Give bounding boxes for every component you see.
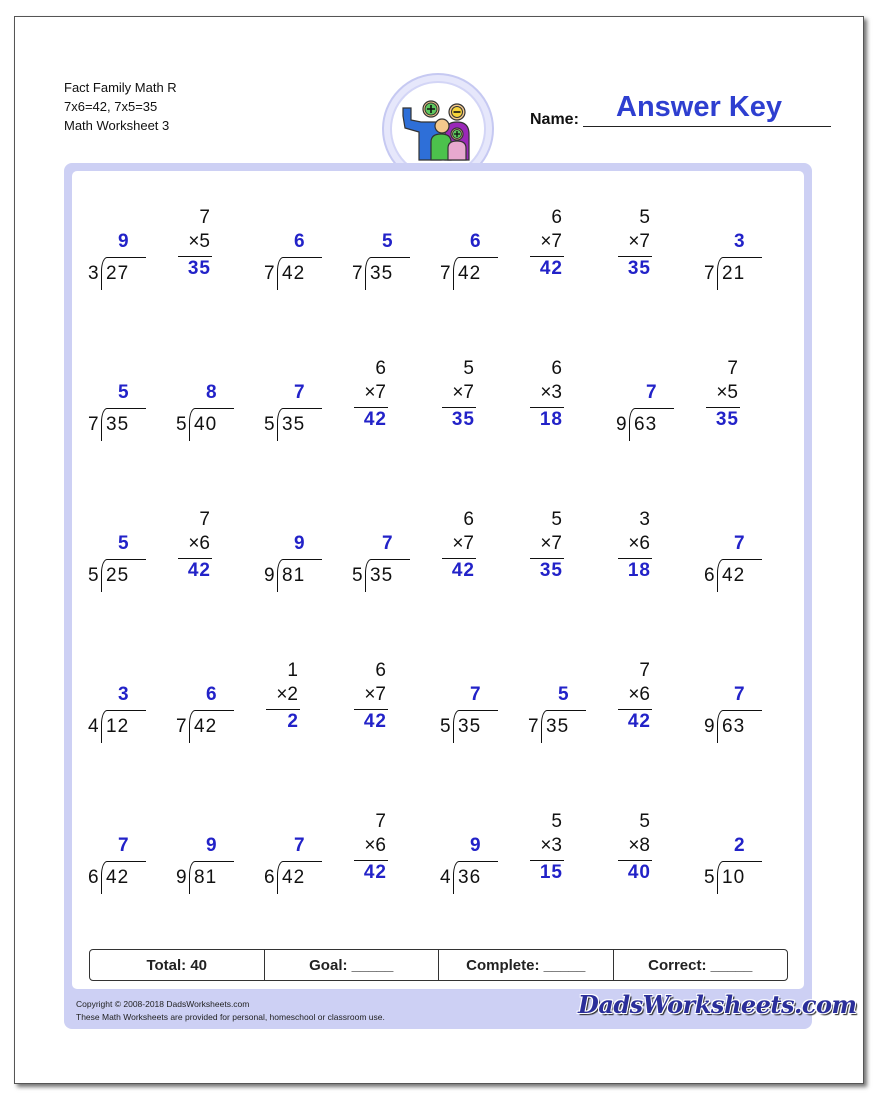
division-problem [440,672,510,744]
answer-line [618,558,652,559]
dividend: 81 [282,565,306,586]
dividend: 42 [722,565,746,586]
division-problem [176,370,246,442]
dividend: 35 [458,716,482,737]
multiplication-problem [616,509,686,593]
quotient-answer: 5 [118,533,130,554]
score-goal[interactable]: Goal: _____ [265,950,440,980]
answer-line [354,407,388,408]
multiplier: ×8 [628,835,650,856]
dividend: 21 [722,263,746,284]
divisor: 4 [440,867,451,888]
answer-line [354,860,388,861]
dividend: 42 [194,716,218,737]
dividend: 42 [282,263,306,284]
quotient-answer: 7 [734,684,746,705]
multiplier: ×5 [716,382,738,403]
multiplicand: 6 [551,207,562,228]
answer-line [530,558,564,559]
multiplication-problem [440,509,510,593]
score-total: Total: 40 [90,950,265,980]
copyright-notice [76,998,385,1024]
dividend: 35 [370,263,394,284]
division-problem [528,672,598,744]
divisor: 6 [264,867,275,888]
answer-line [178,256,212,257]
answer-line [706,407,740,408]
divisor: 7 [704,263,715,284]
dividend: 35 [106,414,130,435]
dividend: 81 [194,867,218,888]
multiplier: ×7 [540,231,562,252]
multiplication-problem [616,660,686,744]
quotient-answer: 9 [118,231,130,252]
division-problem [88,672,158,744]
multiplier: ×5 [188,231,210,252]
product-answer: 35 [539,560,563,581]
divisor: 7 [264,263,275,284]
quotient-answer: 5 [558,684,570,705]
divisor: 7 [440,263,451,284]
multiplication-problem [704,358,774,442]
multiplier: ×3 [540,835,562,856]
multiplicand: 5 [639,207,650,228]
product-answer: 35 [715,409,739,430]
product-answer: 42 [451,560,475,581]
multiplication-problem [440,358,510,442]
worksheet-title: Fact Family Math R [64,80,177,95]
product-answer: 18 [627,560,651,581]
product-answer: 42 [363,862,387,883]
division-problem [704,219,774,291]
divisor: 5 [704,867,715,888]
division-problem [88,823,158,895]
product-answer: 2 [287,711,299,732]
multiplier: ×7 [364,684,386,705]
division-problem [704,521,774,593]
quotient-answer: 7 [734,533,746,554]
product-answer: 42 [363,711,387,732]
answer-line [618,256,652,257]
divisor: 5 [88,565,99,586]
division-problem [88,521,158,593]
quotient-answer: 7 [294,835,306,856]
score-complete[interactable]: Complete: _____ [439,950,614,980]
multiplicand: 6 [551,358,562,379]
usage-line: These Math Worksheets are provided for personal, homeschool or classroom use. [76,1012,385,1022]
divisor: 7 [88,414,99,435]
problems-area [72,171,804,989]
divisor: 5 [440,716,451,737]
divisor: 7 [176,716,187,737]
divisor: 3 [88,263,99,284]
division-problem [88,219,158,291]
division-problem [352,521,422,593]
product-answer: 35 [451,409,475,430]
multiplier: ×3 [540,382,562,403]
answer-line [266,709,300,710]
score-bar [89,949,788,981]
divisor: 9 [704,716,715,737]
division-problem [264,219,334,291]
divisor: 6 [704,565,715,586]
quotient-answer: 9 [294,533,306,554]
quotient-answer: 9 [206,835,218,856]
score-correct[interactable]: Correct: _____ [648,956,753,974]
multiplicand: 7 [375,811,386,832]
worksheet-number: Math Worksheet 3 [64,118,170,133]
multiplier: ×7 [452,382,474,403]
dividend: 42 [458,263,482,284]
multiplier: ×6 [364,835,386,856]
quotient-answer: 7 [294,382,306,403]
answer-line [618,860,652,861]
multiplication-problem [528,509,598,593]
dividend: 12 [106,716,130,737]
quotient-answer: 6 [206,684,218,705]
brand-logo: DadsWorksheets.com [578,990,857,1019]
dividend: 27 [106,263,130,284]
dividend: 42 [106,867,130,888]
divisor: 9 [176,867,187,888]
division-problem [176,823,246,895]
dividend: 35 [282,414,306,435]
quotient-answer: 7 [118,835,130,856]
multiplier: ×7 [364,382,386,403]
multiplier: ×6 [188,533,210,554]
multiplicand: 7 [199,509,210,530]
product-answer: 40 [627,862,651,883]
divisor: 9 [264,565,275,586]
division-problem [264,823,334,895]
quotient-answer: 6 [470,231,482,252]
multiplication-problem [528,811,598,895]
quotient-answer: 3 [734,231,746,252]
division-problem [88,370,158,442]
multiplication-problem [352,811,422,895]
product-answer: 42 [187,560,211,581]
multiplication-problem [176,509,246,593]
multiplicand: 3 [639,509,650,530]
divisor: 6 [88,867,99,888]
dividend: 63 [634,414,658,435]
answer-line [530,860,564,861]
quotient-answer: 8 [206,382,218,403]
multiplier: ×7 [452,533,474,554]
division-problem [704,672,774,744]
divisor: 9 [616,414,627,435]
multiplication-problem [352,358,422,442]
worksheet-facts: 7x6=42, 7x5=35 [64,99,158,114]
dividend: 10 [722,867,746,888]
worksheet-header [64,78,177,135]
division-problem [440,219,510,291]
answer-line [442,407,476,408]
multiplicand: 7 [639,660,650,681]
multiplier: ×7 [628,231,650,252]
division-problem [440,823,510,895]
multiplication-problem [176,207,246,291]
multiplication-problem [616,811,686,895]
division-problem [616,370,686,442]
multiplier: ×2 [276,684,298,705]
multiplication-problem [528,358,598,442]
multiplicand: 5 [551,509,562,530]
product-answer: 42 [363,409,387,430]
name-label: Name: [530,111,579,128]
product-answer: 35 [187,258,211,279]
multiplier: ×7 [540,533,562,554]
multiplication-problem [528,207,598,291]
divisor: 7 [352,263,363,284]
multiplier: ×6 [628,533,650,554]
product-answer: 15 [539,862,563,883]
multiplicand: 6 [463,509,474,530]
multiplicand: 1 [287,660,298,681]
answer-line [530,407,564,408]
multiplicand: 5 [639,811,650,832]
multiplicand: 7 [727,358,738,379]
product-answer: 18 [539,409,563,430]
answer-line [530,256,564,257]
quotient-answer: 5 [118,382,130,403]
divisor: 4 [88,716,99,737]
answer-line [442,558,476,559]
product-answer: 42 [539,258,563,279]
division-problem [704,823,774,895]
quotient-answer: 6 [294,231,306,252]
answer-line [178,558,212,559]
divisor: 5 [264,414,275,435]
quotient-answer: 7 [470,684,482,705]
dividend: 36 [458,867,482,888]
dividend: 42 [282,867,306,888]
multiplicand: 6 [375,660,386,681]
product-answer: 42 [627,711,651,732]
multiplicand: 5 [463,358,474,379]
quotient-answer: 3 [118,684,130,705]
division-problem [264,521,334,593]
multiplicand: 5 [551,811,562,832]
multiplication-problem [352,660,422,744]
dividend: 35 [546,716,570,737]
dividend: 63 [722,716,746,737]
dividend: 35 [370,565,394,586]
divisor: 7 [528,716,539,737]
multiplicand: 7 [199,207,210,228]
multiplicand: 6 [375,358,386,379]
quotient-answer: 7 [646,382,658,403]
name-field-line[interactable] [583,126,831,127]
divisor: 5 [352,565,363,586]
copyright-line: Copyright © 2008-2018 DadsWorksheets.com [76,999,250,1009]
answer-line [354,709,388,710]
answer-key-label: Answer Key [616,91,783,123]
quotient-answer: 7 [382,533,394,554]
dividend: 40 [194,414,218,435]
divisor: 5 [176,414,187,435]
multiplication-problem [264,660,334,744]
multiplication-problem [616,207,686,291]
division-problem [264,370,334,442]
product-answer: 35 [627,258,651,279]
division-problem [176,672,246,744]
dividend: 25 [106,565,130,586]
division-problem [352,219,422,291]
quotient-answer: 5 [382,231,394,252]
quotient-answer: 2 [734,835,746,856]
quotient-answer: 9 [470,835,482,856]
multiplier: ×6 [628,684,650,705]
answer-line [618,709,652,710]
